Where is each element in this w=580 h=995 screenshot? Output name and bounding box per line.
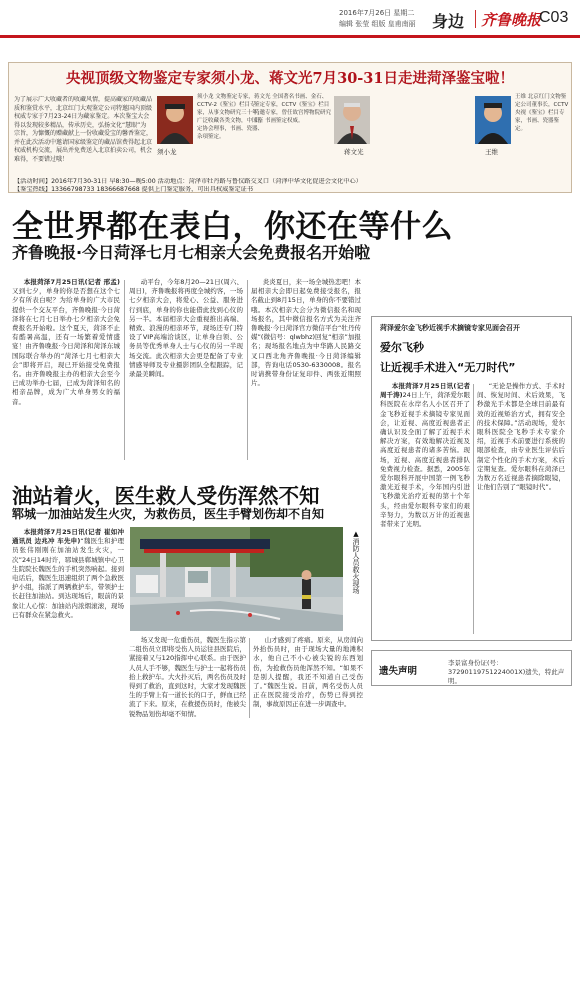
surgery-article-box [371,316,572,641]
main-subheadline: 齐鲁晚报·今日菏泽七月七相亲大会免费报名开始啦 [12,243,371,262]
ad-event-info [14,178,570,193]
expert-bio: 须小龙 文物鉴定专家，CCTV-2《鉴宝》栏目专家，从事文物研究三十年，广泛收藏各类文物，中国鉴定协会理事，书画、瓷器、杂项鉴定。 [197,94,264,140]
expert-name: 须小龙 [157,148,177,156]
article-column [251,278,361,463]
notice-title: 遗失声明 [379,666,418,677]
page-header [0,0,580,40]
column-divider [249,638,250,718]
article-text: 又到七夕，单身的你是否想在这个七夕有所表白呢？为给单身的广大市民提供一个交友平台，齐鲁晚报·今日菏泽将在七月七日举办七夕相亲大会免费报名开始啦。这个夏天，菏泽不止有酷暑高温，还有一场繁着爱情盛宴！由齐鲁晚报·今日菏泽和菏泽东城国际联合举办的“菏泽七月七相亲大会”即将开启，现已开始接受免费报名。由齐鲁晚报主办的相亲大会至今已成功举办七届，已成为菏泽知名的相亲品牌，成为广大单身男女的福音。 [12,287,120,406]
article-text: 场又发现一危重伤员，魏医生指示第二组伤员立即将受伤人员运往县医院后，紧接着又与120指挥中心联系。由于医护人员人手不够，魏医生与护士一起将伤员抬上救护车。大火扑灭后，两名伤员及时得到了救治，直到这时，大家才发现魏医生的手臂上有一道长长的口子，鲜血已经流了下来。原来，在救援伤员时，他被尖锐物品划伤却毫不知情。 [129,636,246,718]
article-title: 让近视手术进入“无刀时代” [380,361,516,374]
appraisal-hotline: 【鉴宝热线】13366798733 18366687668 提供上门鉴定服务，可出具权威鉴定证书 [14,185,254,193]
event-time-venue: 【活动时间】2016年7月30-31日 早8:30—晚5:00 活动地点：菏泽市牡丹路与鲁仪路交叉口（菏泽中华文化促进会文化中心） [14,178,362,185]
column-divider [247,280,248,460]
article-kicker: 菏泽爱尔金飞秒近视手术摘镜专家见面会召开 [380,324,520,332]
page-number: C03 [539,9,569,26]
expert-photo [475,96,511,144]
article-title: 爱尔飞秒 [380,341,424,354]
expert-photo [334,96,370,144]
appraisal-advertisement [8,62,572,193]
gas-station-fire-photo [130,527,343,631]
issue-date: 2016年7月26日 星期二 [339,9,415,17]
article-text: 24日上午，菏泽爱尔眼科医院在水岸名人小区召开了金飞秒近视手术摘镜专家见面会，让近视、高度近视患者正确认识及全面了解了近视手术解决方案，有效地解决近视及高度近视患者的诸多苦恼。现场，近视、高度近视患者排队免费视力检查。据悉，2005年爱尔眼科开展中国第一例飞秒激光近视手术，今年国内引进飞秒激光治疗近视的第十个年头，经由爱尔眼科专家们的艰辛努力，为数以万计的近视患者带来了光明。 [380,391,470,529]
fire-article-subheadline: 郓城一加油站发生火灾，为救伤员，医生手臂划伤却不自知 [12,507,325,521]
article-text: 炎炎夏日，来一场全城热恋吧！本届相亲大会即日起免费接受报名，报名截止到8月15日，单身的你不要错过哦。本次相亲大会分为微信报名和现场报名，其中微信报名方式为关注齐鲁晚报·今日菏泽官方微信平台“牡丹传媒”(微信号：qlwbhz)回复“相亲”加报名；现场报名地点为中华路人民路交叉口西北角齐鲁晚报·今日菏泽编辑部，咨询电话0530-6330008。报名时请携带身份证复印件、两张近期照片。 [251,278,361,388]
article-byline: 本报菏泽7月25日讯(记者 崔如冲 通讯员 边兆冲 车先申) [12,528,124,546]
ad-intro-text: 为了展示广大收藏者的收藏风情，提高藏家的收藏品质和鉴赏水平，北京红门大观鉴定公司特邀国内顶级权威专家于7月23-24日为藏家鉴定。本次鉴宝大会得以发现较多精品，传承历史，弘扬文化“慧眼”为宗旨，为慷慨的赠藏献上一份收藏爱宝的馨香鉴定，并在此次活动中邀请国家级鉴定的藏品馆费得起北京权威机构交流，展出并免费送入北京拍卖公司，机会难得，不要错过哦！ [14,96,152,163]
ad-title: 央视顶级文物鉴定专家须小龙、蒋文光7月30-31日走进菏泽鉴宝啦！ [66,70,514,87]
main-headline: 全世界都在表白，你还在等什么 [12,209,453,245]
article-column [129,278,243,463]
expert-bio: 王维 北京红门文物鉴定公司董事长，CCTV央视《鉴宝》栏目专家，书画、瓷器鉴定。 [515,94,569,132]
article-byline: 本报菏泽7月25日讯(记者 周千涛) [380,382,470,400]
fire-article-headline: 油站着火，医生救人受伤浑然不知 [12,484,320,508]
column-divider [124,280,125,460]
article-column [380,382,470,637]
expert-name: 王维 [485,148,498,156]
expert-card [475,93,570,188]
header-divider [475,10,476,28]
article-column [12,278,120,463]
column-divider [473,384,474,634]
article-byline: 本报菏泽7月25日讯(记者 邢孟) [23,278,120,286]
article-text: “无论是操作方式、手术时间、恢复时间、术后效果，飞秒激光手术都是全球目前最有效的近视矫治方式，拥有安全的技术保障。”活动现场，爱尔眼科医院全飞秒手术专家介绍，近视手术前要进行系统的眼部检查，由专业医生评估后制定个性化的手术方案，术后定期复查。爱尔眼科在菏泽已为数万名近视患者摘除眼镜，让他们告别了“眼镜时代”。 [477,382,565,492]
expert-card [254,93,449,188]
header-rule [0,35,580,38]
section-title: 身边 [432,12,465,31]
article-text: “魏医生和护理员张伟刚刚在加油站发生火灾，一次”24日14时许，郓城县郸城镇中心卫生院院长魏医生的手机突然响起。接到电话后，魏医生迅速组织了两个急救医护小组，指派了两辆救护车，带领护士长赶往加油站。到达现场后，眼前的景象让人心惊：加油站内浓烟滚滚，现场已有群众在紧急救火。 [12,537,124,619]
photo-caption: ▲消防人员救火现场 [352,530,360,594]
expert-name: 蒋文光 [344,148,364,156]
expert-bio: 蒋文光 全国著名书画、金石、鉴定专家，CCTV《鉴宝》栏目特邀专家，曾任故宫博物院研究员，书画鉴定权威。 [254,94,332,124]
expert-photo [157,96,193,144]
lost-notice [371,650,572,686]
article-column [129,636,246,721]
article-column [253,636,363,721]
article-column [477,382,565,637]
article-text: 动平台，今年8月20—21日(周六、周日)，齐鲁晚报将再度全城约客，一场七夕相亲大会，将爱心、公益、服务进行到底，单身的你也能借此找到心仪的另一半。本届相亲大会重视推出高端、精致、浪漫的相亲环节，现场还专门特设了VIP高端洽谈区，让单身白领、公务员等优秀单身人士与心仪的另一半现场交流。此次相亲大会更是配备了专业情感导师及专业摄影团队全程跟踪，记录最美瞬间。 [129,278,243,379]
newspaper-logo: 齐鲁晚报 [481,11,542,29]
article-text: 山才感到了疼痛。原来，从房间向外抬伤员时，由于现场大量的地滩积水，他自己不小心被尖锐的东西划伤，为抢救伤员他浑然不知。“如果不是别人提醒，我还不知道自己受伤了。”魏医生说。目前，两名受伤人员正在医院接受治疗，伤势已得到控制，事故原因正在进一步调查中。 [253,636,363,709]
article-column [12,528,124,718]
editor-credits: 编辑 张莹 组版 皇甫南丽 [339,20,416,28]
notice-text: 李景富身份证(号：37290119751224001X)遗失，特此声明。 [448,659,565,685]
blank-page-area [8,726,572,988]
